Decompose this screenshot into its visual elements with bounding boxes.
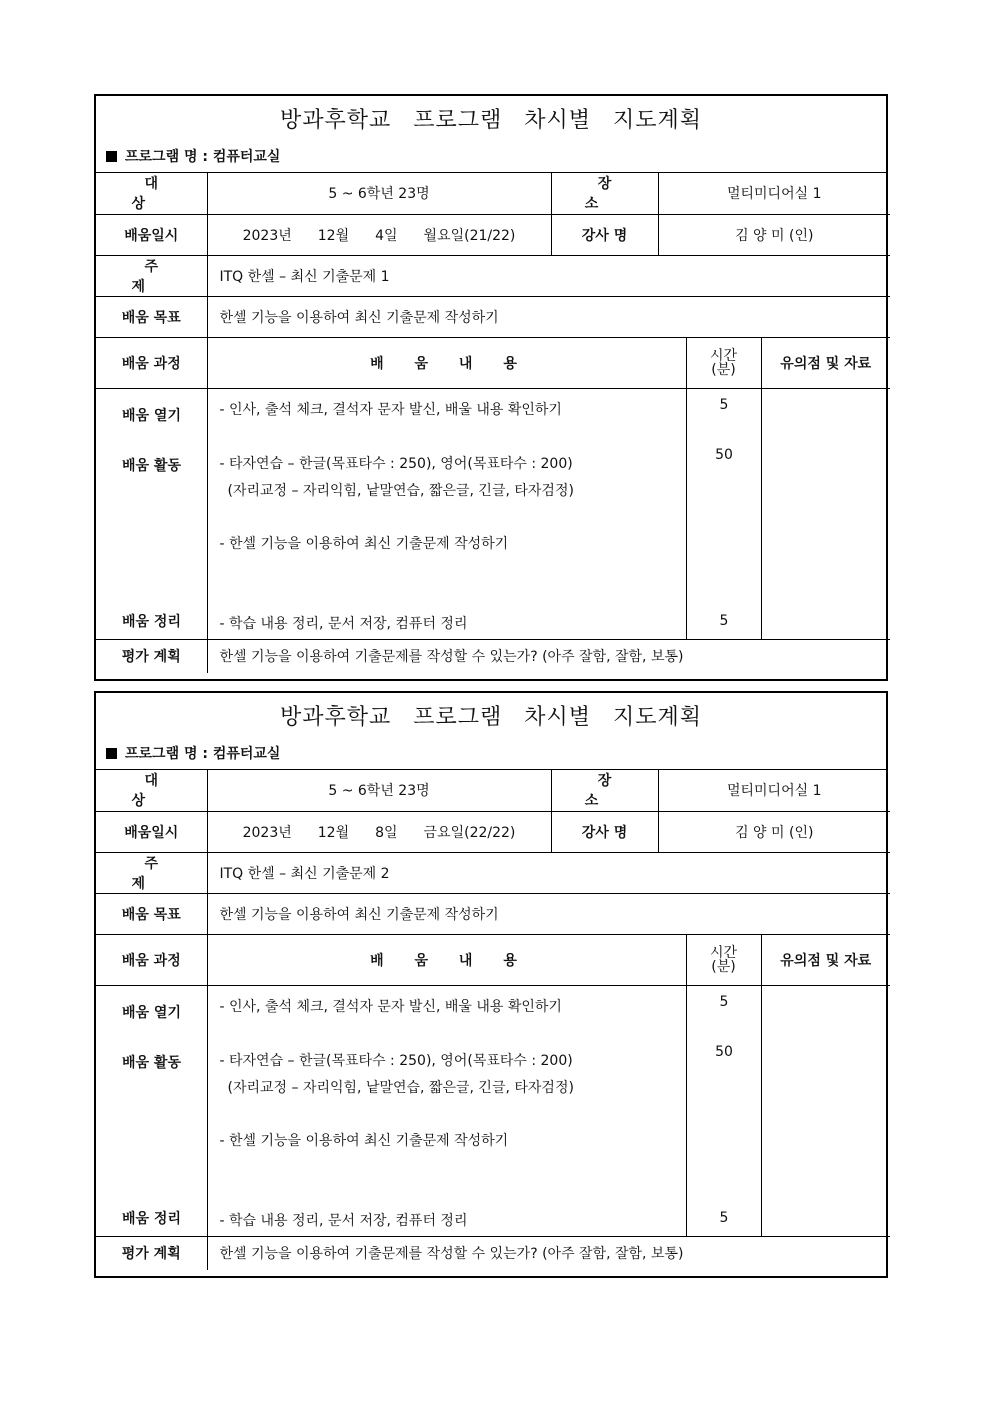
- target-value: 5 ~ 6학년 23명: [207, 173, 551, 214]
- stage-column: [96, 985, 207, 1236]
- program-label: 프로그램 명 : 컴퓨터교실: [125, 746, 281, 762]
- content-activity-1: - 타자연습 – 한글(목표타수 : 250), 영어(목표타수 : 200): [219, 455, 573, 472]
- place-label: 장 소: [551, 770, 658, 811]
- teacher-label: 강사 명: [551, 214, 658, 255]
- time-activity: 50: [715, 1043, 733, 1060]
- content-column: [207, 985, 686, 1236]
- stage-close: 배움 정리: [122, 613, 181, 630]
- content-header: 배 움 내 용: [207, 337, 686, 388]
- goal-label: 배움 목표: [96, 893, 207, 934]
- teacher-label: 강사 명: [551, 811, 658, 852]
- stage-open: 배움 열기: [122, 407, 181, 424]
- lesson-plan-1: [94, 94, 888, 681]
- content-close: - 학습 내용 정리, 문서 저장, 컴퓨터 정리: [219, 1212, 468, 1229]
- date-row: [96, 811, 890, 852]
- stage-activity: 배움 활동: [122, 457, 181, 474]
- plan-title: 방과후학교 프로그램 차시별 지도계획: [279, 107, 702, 133]
- stage-open: 배움 열기: [122, 1004, 181, 1021]
- time-open: 5: [719, 396, 729, 413]
- date-value: 2023년 12월 4일 월요일(21/22): [207, 214, 551, 255]
- time-close: 5: [719, 1209, 729, 1226]
- date-label: 배움일시: [96, 214, 207, 255]
- subject-value: ITQ 한셀 – 최신 기출문제 1: [207, 255, 890, 296]
- black-square-icon: [106, 151, 117, 162]
- subject-label: 주 제: [96, 852, 207, 893]
- goal-row: [96, 893, 890, 934]
- process-header: 배움 과정: [96, 337, 207, 388]
- header-row: [96, 337, 890, 388]
- content-column: [207, 388, 686, 639]
- subject-label: 주 제: [96, 255, 207, 296]
- notes-header: 유의점 및 자료: [761, 337, 890, 388]
- subject-row: [96, 852, 890, 893]
- time-close: 5: [719, 612, 729, 629]
- teacher-value: 김 양 미 (인): [658, 214, 890, 255]
- plan-title: 방과후학교 프로그램 차시별 지도계획: [279, 704, 702, 730]
- target-label: 대 상: [96, 770, 207, 811]
- goal-value: 한셀 기능을 이용하여 최신 기출문제 작성하기: [207, 296, 890, 337]
- goal-value: 한셀 기능을 이용하여 최신 기출문제 작성하기: [207, 893, 890, 934]
- content-activity-3: - 한셀 기능을 이용하여 최신 기출문제 작성하기: [219, 1132, 509, 1149]
- notes-header: 유의점 및 자료: [761, 934, 890, 985]
- program-name: [96, 737, 886, 770]
- content-close: - 학습 내용 정리, 문서 저장, 컴퓨터 정리: [219, 615, 468, 632]
- goal-row: [96, 296, 890, 337]
- content-open: - 인사, 출석 체크, 결석자 문자 발신, 배울 내용 확인하기: [219, 998, 562, 1015]
- place-value: 멀티미디어실 1: [658, 173, 890, 214]
- eval-value: 한셀 기능을 이용하여 기출문제를 작성할 수 있는가? (아주 잘함, 잘함, 보통): [207, 1236, 890, 1270]
- content-activity-2: (자리교정 – 자리익힘, 낱말연습, 짧은글, 긴글, 타자검정): [227, 482, 574, 499]
- header-row: [96, 934, 890, 985]
- stage-activity: 배움 활동: [122, 1054, 181, 1071]
- time-column: [686, 985, 761, 1236]
- black-square-icon: [106, 748, 117, 759]
- time-header: 시간 (분): [686, 934, 761, 985]
- program-name: [96, 140, 886, 173]
- eval-label: 평가 계획: [96, 1236, 207, 1270]
- eval-row: [96, 1236, 890, 1270]
- goal-label: 배움 목표: [96, 296, 207, 337]
- notes-column: [761, 985, 890, 1236]
- date-row: [96, 214, 890, 255]
- eval-row: [96, 639, 890, 673]
- date-label: 배움일시: [96, 811, 207, 852]
- eval-label: 평가 계획: [96, 639, 207, 673]
- target-row: [96, 173, 890, 214]
- place-label: 장 소: [551, 173, 658, 214]
- process-header: 배움 과정: [96, 934, 207, 985]
- content-header: 배 움 내 용: [207, 934, 686, 985]
- stage-close: 배움 정리: [122, 1210, 181, 1227]
- lesson-plan-2: [94, 691, 888, 1278]
- content-open: - 인사, 출석 체크, 결석자 문자 발신, 배울 내용 확인하기: [219, 401, 562, 418]
- content-activity-1: - 타자연습 – 한글(목표타수 : 250), 영어(목표타수 : 200): [219, 1052, 573, 1069]
- eval-value: 한셀 기능을 이용하여 기출문제를 작성할 수 있는가? (아주 잘함, 잘함, 보통): [207, 639, 890, 673]
- date-value: 2023년 12월 8일 금요일(22/22): [207, 811, 551, 852]
- notes-column: [761, 388, 890, 639]
- time-open: 5: [719, 993, 729, 1010]
- time-activity: 50: [715, 446, 733, 463]
- target-row: [96, 770, 890, 811]
- subject-value: ITQ 한셀 – 최신 기출문제 2: [207, 852, 890, 893]
- time-column: [686, 388, 761, 639]
- teacher-value: 김 양 미 (인): [658, 811, 890, 852]
- content-activity-2: (자리교정 – 자리익힘, 낱말연습, 짧은글, 긴글, 타자검정): [227, 1079, 574, 1096]
- body-row: [96, 388, 890, 639]
- stage-column: [96, 388, 207, 639]
- place-value: 멀티미디어실 1: [658, 770, 890, 811]
- target-label: 대 상: [96, 173, 207, 214]
- time-header: 시간 (분): [686, 337, 761, 388]
- content-activity-3: - 한셀 기능을 이용하여 최신 기출문제 작성하기: [219, 535, 509, 552]
- subject-row: [96, 255, 890, 296]
- plan-table: [96, 770, 890, 1270]
- program-label: 프로그램 명 : 컴퓨터교실: [125, 149, 281, 165]
- plan-table: [96, 173, 890, 673]
- body-row: [96, 985, 890, 1236]
- target-value: 5 ~ 6학년 23명: [207, 770, 551, 811]
